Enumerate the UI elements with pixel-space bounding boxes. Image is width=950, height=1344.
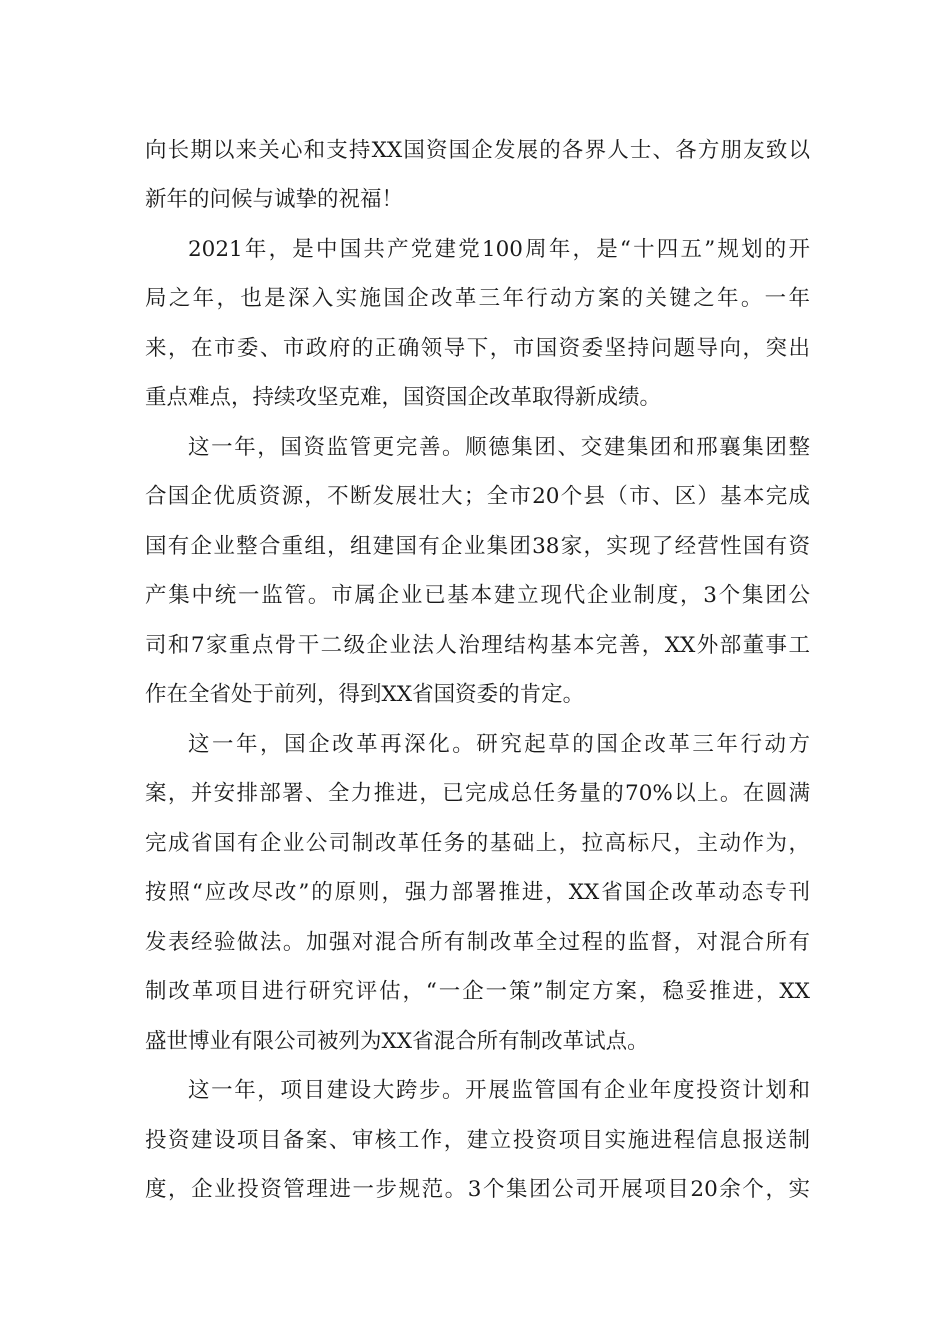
paragraph-4-line-1: 这一年，国企改革再深化。研究起草的国企改革三年行动方 — [188, 732, 810, 757]
paragraph-4-line-4: 按照“应改尽改”的原则，强力部署推进，XX省国企改革动态专刊 — [145, 880, 810, 905]
paragraph-4-line-6: 制改革项目进行研究评估，“一企一策”制定方案，稳妥推进，XX — [145, 979, 810, 1004]
paragraph-1-line-1: 向长期以来关心和支持XX国资国企发展的各界人士、各方朋友致以 — [145, 138, 810, 163]
paragraph-3-line-5: 司和7家重点骨干二级企业法人治理结构基本完善，XX外部董事工 — [145, 633, 810, 658]
paragraph-5-line-2: 投资建设项目备案、审核工作，建立投资项目实施进程信息报送制 — [145, 1128, 810, 1153]
paragraph-4-line-7: 盛世博业有限公司被列为XX省混合所有制改革试点。 — [145, 1029, 649, 1054]
paragraph-5-line-3: 度，企业投资管理进一步规范。3个集团公司开展项目20余个，实 — [145, 1177, 810, 1202]
paragraph-2-line-1: 2021年，是中国共产党建党100周年，是“十四五”规划的开 — [188, 237, 810, 262]
paragraph-2-line-3: 来，在市委、市政府的正确领导下，市国资委坚持问题导向，突出 — [145, 336, 810, 361]
paragraph-2-line-2: 局之年，也是深入实施国企改革三年行动方案的关键之年。一年 — [145, 286, 810, 311]
paragraph-3-line-1: 这一年，国资监管更完善。顺德集团、交建集团和邢襄集团整 — [188, 435, 810, 460]
paragraph-3-line-3: 国有企业整合重组，组建国有企业集团38家，实现了经营性国有资 — [145, 534, 810, 559]
paragraph-3-line-4: 产集中统一监管。市属企业已基本建立现代企业制度，3个集团公 — [145, 583, 810, 608]
paragraph-1-line-2: 新年的问候与诚挚的祝福！ — [145, 187, 404, 212]
paragraph-3-line-6: 作在全省处于前列，得到XX省国资委的肯定。 — [145, 682, 585, 707]
paragraph-3-line-2: 合国企优质资源，不断发展壮大；全市20个县（市、区）基本完成 — [145, 484, 810, 509]
paragraph-4-line-3: 完成省国有企业公司制改革任务的基础上，拉高标尺，主动作为， — [145, 831, 810, 856]
paragraph-4-line-5: 发表经验做法。加强对混合所有制改革全过程的监督，对混合所有 — [145, 930, 810, 955]
paragraph-2-line-4: 重点难点，持续攻坚克难，国资国企改革取得新成绩。 — [145, 385, 662, 410]
paragraph-4-line-2: 案，并安排部署、全力推进，已完成总任务量的70%以上。在圆满 — [145, 781, 810, 806]
paragraph-5-line-1: 这一年，项目建设大跨步。开展监管国有企业年度投资计划和 — [188, 1078, 810, 1103]
